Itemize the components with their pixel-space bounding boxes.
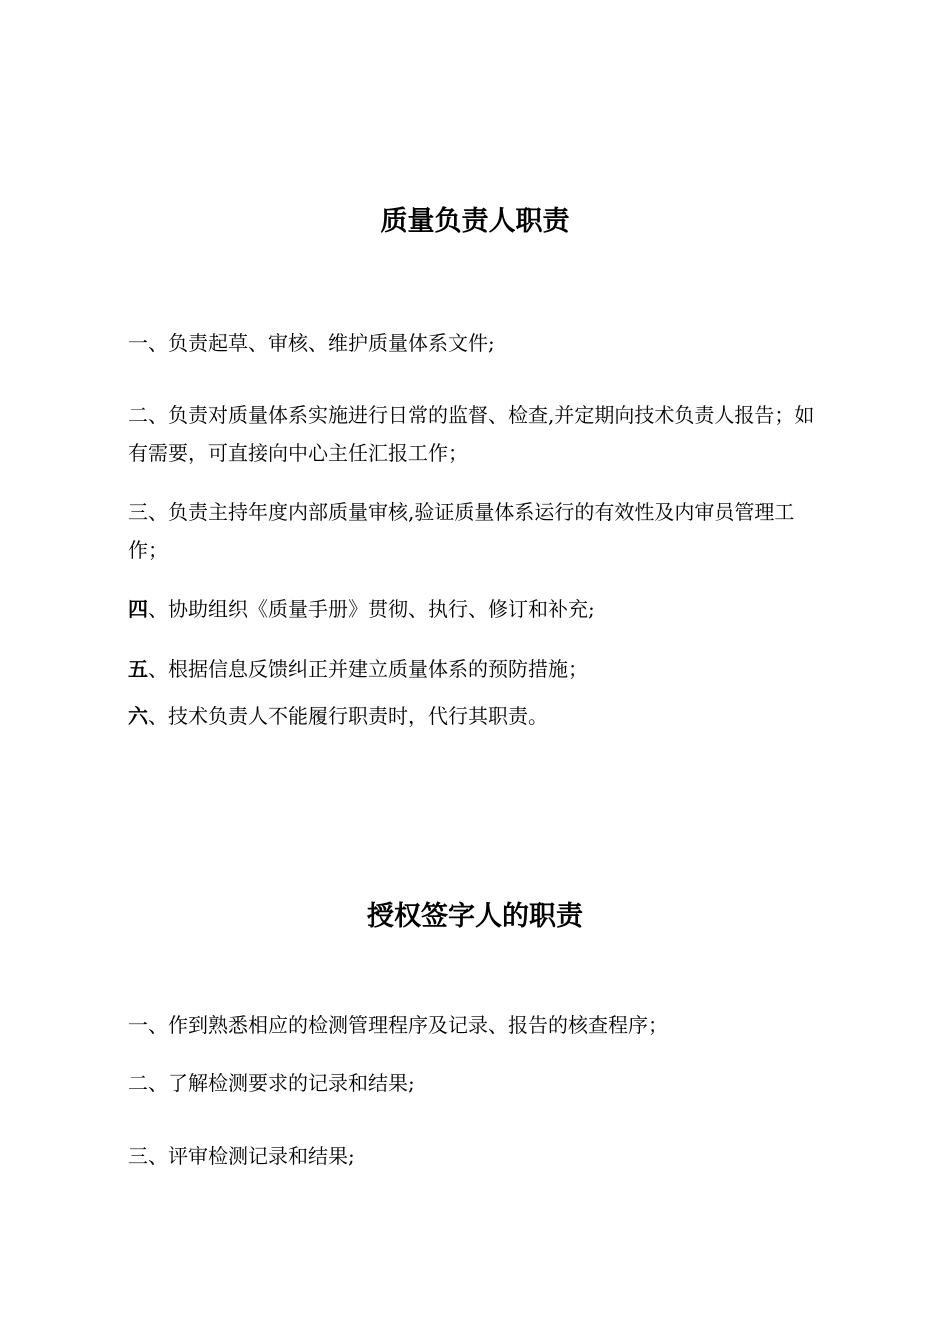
item-number: 二 xyxy=(128,403,148,427)
signatory-duty-item-3 xyxy=(128,1137,818,1175)
section-title-authorized-signatory: 授权签字人的职责 xyxy=(367,901,583,932)
quality-duty-item-2 xyxy=(128,396,818,472)
item-number: 三 xyxy=(128,500,148,524)
item-text: 、根据信息反馈纠正并建立质量体系的预防措施； xyxy=(148,657,588,681)
item-number: 一 xyxy=(128,1013,148,1037)
quality-duty-item-3 xyxy=(128,493,818,569)
item-text: 、作到熟悉相应的检测管理程序及记录、报告的核查程序； xyxy=(148,1013,668,1037)
item-number: 三 xyxy=(128,1144,148,1168)
item-number: 一 xyxy=(128,331,148,355)
quality-duty-item-5 xyxy=(128,650,818,688)
item-text: 、评审检测记录和结果; xyxy=(148,1144,355,1168)
signatory-duty-item-2 xyxy=(128,1064,818,1102)
item-number: 二 xyxy=(128,1071,148,1095)
signatory-duty-item-1 xyxy=(128,1006,818,1044)
quality-duty-item-4 xyxy=(128,590,818,628)
item-number: 四 xyxy=(128,597,148,621)
item-number: 六 xyxy=(128,704,148,728)
item-text: 、技术负责人不能履行职责时，代行其职责。 xyxy=(148,704,548,728)
item-text: 、了解检测要求的记录和结果; xyxy=(148,1071,415,1095)
item-text: 、协助组织《质量手册》贯彻、执行、修订和补充; xyxy=(148,597,595,621)
quality-duty-item-6 xyxy=(128,697,818,735)
item-text: 、负责主持年度内部质量审核,验证质量体系运行的有效性及内审员管理工作； xyxy=(128,500,795,562)
item-text: 、负责对质量体系实施进行日常的监督、检查,并定期向技术负责人报告；如有需要，可直接向中心主任汇报工作； xyxy=(128,403,815,465)
item-text: 、负责起草、审核、维护质量体系文件; xyxy=(148,331,495,355)
item-number: 五 xyxy=(128,657,148,681)
section-title-quality-manager: 质量负责人职责 xyxy=(380,206,570,237)
quality-duty-item-1 xyxy=(128,324,818,362)
